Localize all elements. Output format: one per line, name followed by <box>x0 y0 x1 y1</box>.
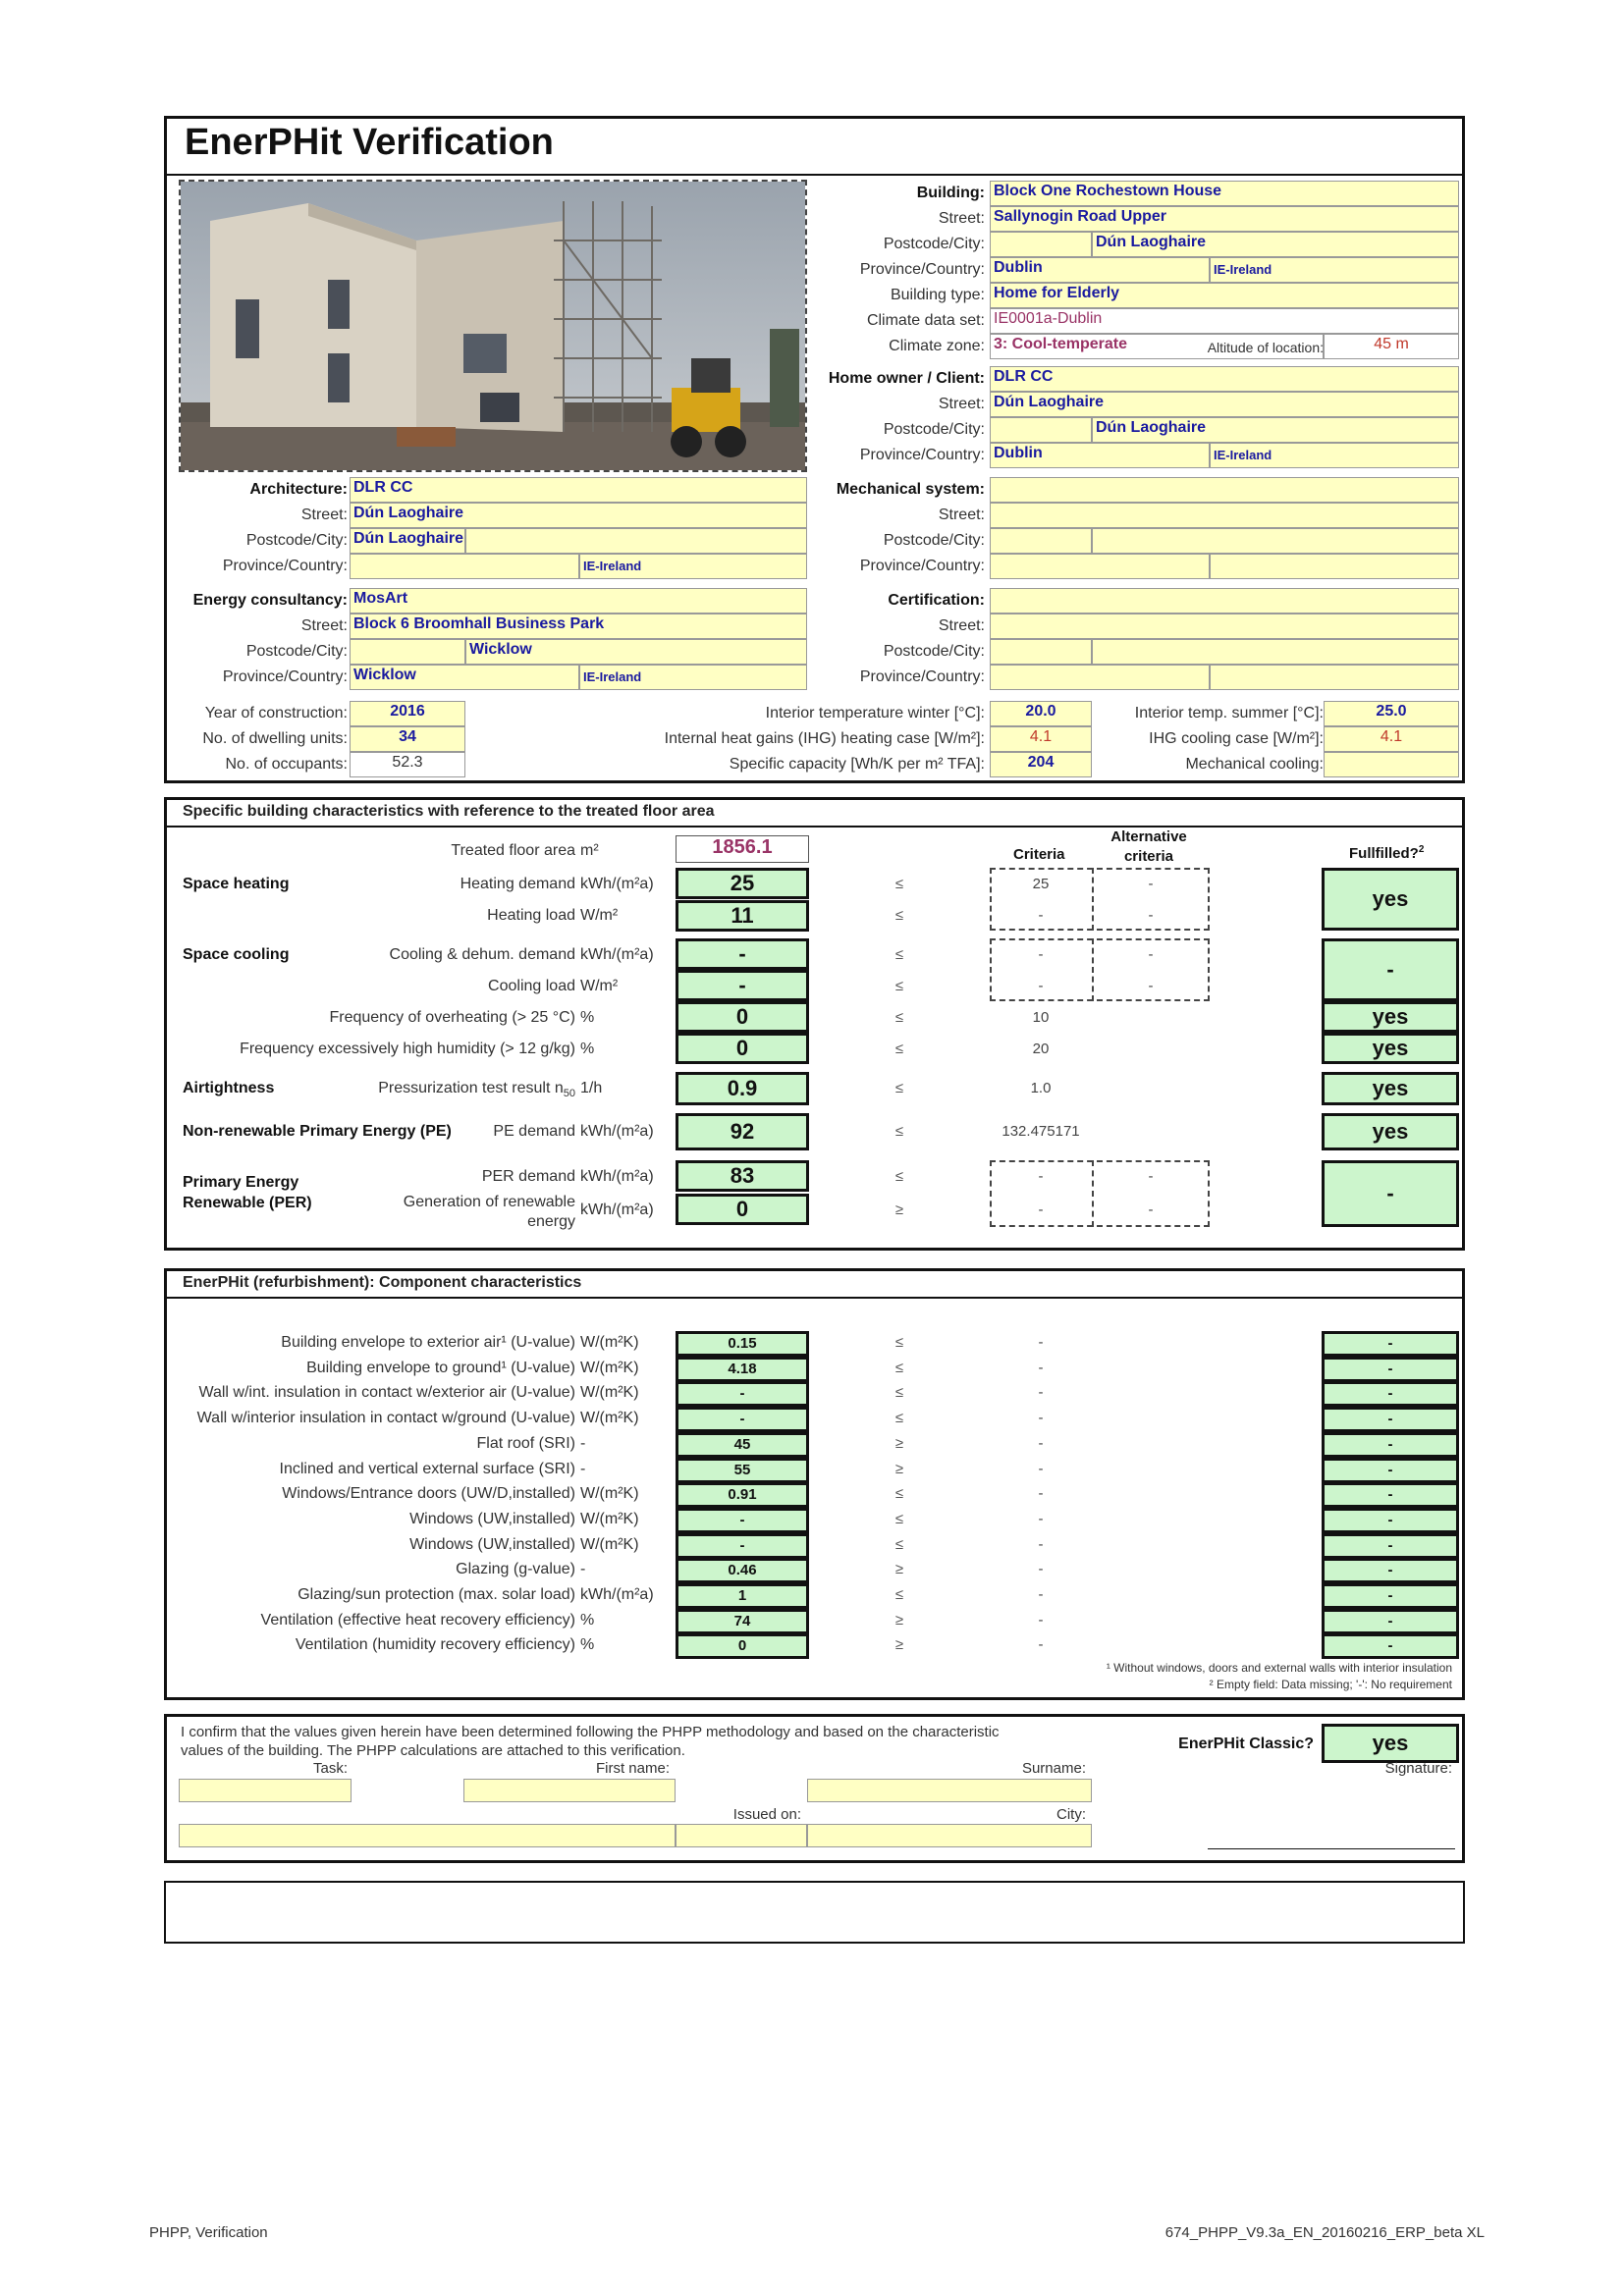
component-fulfilled: - <box>1322 1432 1459 1458</box>
owner-label: Home owner / Client: <box>828 370 985 387</box>
criteria-header: Criteria <box>1013 846 1065 863</box>
units-field[interactable]: 34 <box>350 726 465 752</box>
component-fulfilled: - <box>1322 1357 1459 1382</box>
pe-criteria: 132.475171 <box>1001 1123 1080 1140</box>
certification-street-label: Street: <box>938 617 985 634</box>
building-city-field[interactable]: Dún Laoghaire <box>1092 232 1459 257</box>
confirm-text-1: I confirm that the values given herein have been determined following the PHPP methodology and based on the characteristic <box>181 1724 1000 1740</box>
component-title: EnerPHit (refurbishment): Component characteristics <box>183 1274 582 1291</box>
cooling-load-label: Cooling load <box>488 978 575 994</box>
humidity-criteria: 20 <box>1032 1041 1050 1057</box>
component-criteria: - <box>1038 1612 1044 1629</box>
cooling-demand-criteria: - <box>1038 946 1044 963</box>
building-country-field[interactable]: IE-Ireland <box>1210 257 1459 283</box>
architecture-province-label: Province/Country: <box>222 558 348 574</box>
component-label: Building envelope to ground¹ (U-value) <box>306 1360 575 1376</box>
component-sym: ≤ <box>894 1485 904 1502</box>
certification-province-field[interactable] <box>990 665 1210 690</box>
per-heading-2: Renewable (PER) <box>183 1195 312 1211</box>
cooling-fulfilled: - <box>1322 938 1459 1001</box>
component-unit: - <box>580 1461 586 1477</box>
climate-label: Climate data set: <box>866 312 985 329</box>
component-unit: W/(m²K) <box>580 1485 639 1502</box>
owner-street-label: Street: <box>938 396 985 412</box>
component-sym: ≤ <box>894 1334 904 1351</box>
component-sym: ≥ <box>894 1636 904 1653</box>
altitude-label: Altitude of location: <box>1207 340 1324 355</box>
page-title: EnerPHit Verification <box>185 122 554 163</box>
component-label: Glazing (g-value) <box>456 1561 575 1577</box>
building-postcode-field[interactable] <box>990 232 1092 257</box>
component-unit: - <box>580 1435 586 1452</box>
mechanical-province-field[interactable] <box>990 554 1210 579</box>
owner-city-field[interactable]: Dún Laoghaire <box>1092 417 1459 443</box>
tfa-field[interactable]: 1856.1 <box>676 835 809 863</box>
component-fulfilled: - <box>1322 1331 1459 1357</box>
footnote-2: ² Empty field: Data missing; '-': No requirement <box>1209 1678 1452 1691</box>
fulfilled-header <box>1349 844 1424 862</box>
specific-title: Specific building characteristics with reference to the treated floor area <box>183 803 715 820</box>
mechanical-postcode-field[interactable] <box>990 528 1092 554</box>
heating-demand-le: ≤ <box>894 876 904 892</box>
generation-unit: kWh/(m²a) <box>580 1201 654 1218</box>
issued-label: Issued on: <box>732 1806 801 1823</box>
certification-postcode-label: Postcode/City: <box>883 643 985 660</box>
mechanical-street-label: Street: <box>938 507 985 523</box>
generation-criteria: - <box>1038 1201 1044 1218</box>
component-value: 4.18 <box>676 1357 809 1382</box>
component-criteria: - <box>1038 1485 1044 1502</box>
energy-country-field[interactable]: IE-Ireland <box>579 665 807 690</box>
cooling-demand-alt: - <box>1148 946 1154 963</box>
component-label: Wall w/interior insulation in contact w/ground (U-value) <box>196 1410 575 1426</box>
building-photo <box>179 180 807 472</box>
climate-zone-label: Climate zone: <box>889 338 985 354</box>
alt-criteria-header: Alternative criteria <box>1110 828 1187 865</box>
altitude-field[interactable]: 45 m <box>1324 334 1459 359</box>
heating-load-criteria: - <box>1038 907 1044 924</box>
heating-fulfilled: yes <box>1322 868 1459 931</box>
per-alt: - <box>1148 1168 1154 1185</box>
signature-line <box>1208 1848 1455 1849</box>
component-value: 0.46 <box>676 1558 809 1583</box>
fulfilled-header-sup: 2 <box>1418 844 1425 855</box>
n50-criteria: 1.0 <box>1030 1080 1052 1096</box>
heating-load-value: 11 <box>676 900 809 932</box>
fulfilled-header-text: Fullfilled? <box>1349 845 1419 862</box>
certification-label: Certification: <box>888 592 985 609</box>
architecture-street-label: Street: <box>300 507 348 523</box>
component-criteria: - <box>1038 1511 1044 1527</box>
mechanical-street-field[interactable] <box>990 503 1459 528</box>
pe-value: 92 <box>676 1113 809 1150</box>
per-value: 83 <box>676 1160 809 1192</box>
year-field[interactable]: 2016 <box>350 701 465 726</box>
building-province-label: Province/Country: <box>859 261 985 278</box>
component-sym: ≥ <box>894 1435 904 1452</box>
component-unit: kWh/(m²a) <box>580 1586 654 1603</box>
notes-box <box>164 1881 1465 1944</box>
component-fulfilled: - <box>1322 1482 1459 1508</box>
component-sym: ≥ <box>894 1561 904 1577</box>
heating-demand-criteria: 25 <box>1032 876 1050 892</box>
component-criteria: - <box>1038 1334 1044 1351</box>
cooling-demand-value: - <box>676 938 809 970</box>
cooling-load-unit: W/m² <box>580 978 619 994</box>
component-criteria: - <box>1038 1561 1044 1577</box>
title-divider <box>167 174 1463 176</box>
footnote-1: ¹ Without windows, doors and external walls with interior insulation <box>1106 1661 1452 1675</box>
winter-temp-field[interactable]: 20.0 <box>990 701 1092 726</box>
climate-zone-field[interactable]: 3: Cool-temperate <box>990 334 1324 359</box>
space-heating-heading: Space heating <box>183 876 290 892</box>
architecture-postcode-label: Postcode/City: <box>245 532 348 549</box>
component-divider <box>167 1297 1463 1299</box>
component-value: 0.15 <box>676 1331 809 1357</box>
occupants-field[interactable]: 52.3 <box>350 752 465 777</box>
component-label: Windows/Entrance doors (UW/D,installed) <box>282 1485 575 1502</box>
ihg-label: Internal heat gains (IHG) heating case [W/m²]: <box>664 730 985 747</box>
overheating-value: 0 <box>676 1001 809 1033</box>
heating-demand-alt: - <box>1148 876 1154 892</box>
winter-temp-label: Interior temperature winter [°C]: <box>765 705 985 721</box>
pe-unit: kWh/(m²a) <box>580 1123 654 1140</box>
component-unit: - <box>580 1561 586 1577</box>
n50-fulfilled: yes <box>1322 1072 1459 1105</box>
building-name-field[interactable]: Block One Rochestown House <box>990 181 1459 206</box>
component-criteria: - <box>1038 1435 1044 1452</box>
overheating-fulfilled: yes <box>1322 1001 1459 1033</box>
mechanical-city-field[interactable] <box>1092 528 1459 554</box>
component-unit: W/(m²K) <box>580 1334 639 1351</box>
component-value: 55 <box>676 1458 809 1483</box>
per-heading-1: Primary Energy <box>183 1174 299 1191</box>
units-label: No. of dwelling units: <box>202 730 348 747</box>
signature-label: Signature: <box>1384 1760 1452 1777</box>
certification-postcode-field[interactable] <box>990 639 1092 665</box>
n50-label-sub: 50 <box>563 1088 575 1100</box>
component-label: Building envelope to exterior air¹ (U-value) <box>281 1334 575 1351</box>
airtightness-heading: Airtightness <box>183 1080 275 1096</box>
owner-province-label: Province/Country: <box>859 447 985 463</box>
first-name-field[interactable] <box>463 1779 676 1802</box>
owner-country-field[interactable]: IE-Ireland <box>1210 443 1459 468</box>
energy-postcode-label: Postcode/City: <box>245 643 348 660</box>
component-fulfilled: - <box>1322 1458 1459 1483</box>
classic-label: EnerPHit Classic? <box>1178 1735 1314 1752</box>
energy-postcode-field[interactable] <box>350 639 465 665</box>
architecture-postcode-field[interactable]: Dún Laoghaire <box>350 528 465 554</box>
overheating-unit: % <box>580 1009 595 1026</box>
component-value: 74 <box>676 1609 809 1634</box>
pe-le: ≤ <box>894 1123 904 1140</box>
component-criteria: - <box>1038 1410 1044 1426</box>
surname-label: Surname: <box>1021 1760 1086 1777</box>
generation-value: 0 <box>676 1194 809 1225</box>
humidity-label: Frequency excessively high humidity (> 12 g/kg) <box>240 1041 575 1057</box>
component-sym: ≥ <box>894 1612 904 1629</box>
building-street-label: Street: <box>938 210 985 227</box>
building-province-field[interactable]: Dublin <box>990 257 1210 283</box>
overheating-le: ≤ <box>894 1009 904 1026</box>
mechanical-postcode-label: Postcode/City: <box>883 532 985 549</box>
component-label: Windows (UW,installed) <box>409 1536 575 1553</box>
energy-street-field[interactable]: Block 6 Broomhall Business Park <box>350 614 807 639</box>
mechanical-name-field[interactable] <box>990 477 1459 503</box>
component-value: 0.91 <box>676 1482 809 1508</box>
building-type-label: Building type: <box>890 287 985 303</box>
architecture-country-field[interactable]: IE-Ireland <box>579 554 807 579</box>
issued-field-1[interactable] <box>179 1824 676 1847</box>
component-criteria: - <box>1038 1636 1044 1653</box>
building-street-field[interactable]: Sallynogin Road Upper <box>990 206 1459 232</box>
component-value: - <box>676 1381 809 1407</box>
per-le: ≤ <box>894 1168 904 1185</box>
task-label: Task: <box>312 1760 348 1777</box>
component-criteria: - <box>1038 1360 1044 1376</box>
component-frame <box>164 1268 1465 1700</box>
first-name-label: First name: <box>595 1760 670 1777</box>
generation-label-1: Generation of renewable <box>403 1194 575 1210</box>
n50-label <box>378 1080 575 1099</box>
component-label: Glazing/sun protection (max. solar load) <box>298 1586 575 1603</box>
component-criteria: - <box>1038 1536 1044 1553</box>
certification-city-field[interactable] <box>1092 639 1459 665</box>
n50-label-text: Pressurization test result n <box>378 1080 564 1096</box>
cooling-demand-unit: kWh/(m²a) <box>580 946 654 963</box>
owner-postcode-label: Postcode/City: <box>883 421 985 438</box>
energy-province-label: Province/Country: <box>222 668 348 685</box>
pe-heading: Non-renewable Primary Energy (PE) <box>183 1123 452 1140</box>
component-unit: % <box>580 1612 595 1629</box>
component-label: Flat roof (SRI) <box>476 1435 575 1452</box>
component-value: 45 <box>676 1432 809 1458</box>
architecture-province-field[interactable] <box>350 554 579 579</box>
summer-temp-label: Interior temp. summer [°C]: <box>1134 705 1324 721</box>
heating-demand-value: 25 <box>676 868 809 899</box>
component-criteria: - <box>1038 1586 1044 1603</box>
heating-load-le: ≤ <box>894 907 904 924</box>
certification-street-field[interactable] <box>990 614 1459 639</box>
space-cooling-heading: Space cooling <box>183 946 290 963</box>
building-postcode-label: Postcode/City: <box>883 236 985 252</box>
occupants-label: No. of occupants: <box>225 756 348 773</box>
owner-postcode-field[interactable] <box>990 417 1092 443</box>
component-label: Windows (UW,installed) <box>409 1511 575 1527</box>
building-label: Building: <box>916 185 985 201</box>
cooling-load-value: - <box>676 970 809 1001</box>
certification-name-field[interactable] <box>990 588 1459 614</box>
component-value: 0 <box>676 1633 809 1659</box>
component-criteria: - <box>1038 1384 1044 1401</box>
building-type-field[interactable]: Home for Elderly <box>990 283 1459 308</box>
capacity-label: Specific capacity [Wh/K per m² TFA]: <box>729 756 985 773</box>
task-field[interactable] <box>179 1779 352 1802</box>
component-label: Inclined and vertical external surface (SRI) <box>279 1461 575 1477</box>
mechanical-province-label: Province/Country: <box>859 558 985 574</box>
architecture-label: Architecture: <box>249 481 348 498</box>
component-sym: ≤ <box>894 1586 904 1603</box>
architecture-city-field[interactable] <box>465 528 807 554</box>
pe-fulfilled: yes <box>1322 1113 1459 1150</box>
tfa-label: Treated floor area <box>451 842 575 859</box>
mech-cooling-label: Mechanical cooling: <box>1185 756 1324 773</box>
climate-field[interactable]: IE0001a-Dublin <box>990 308 1459 334</box>
component-value: - <box>676 1407 809 1432</box>
ihg-cooling-field[interactable]: 4.1 <box>1324 726 1459 752</box>
surname-field[interactable] <box>807 1779 1092 1802</box>
component-fulfilled: - <box>1322 1609 1459 1634</box>
component-unit: W/(m²K) <box>580 1511 639 1527</box>
owner-name-field[interactable]: DLR CC <box>990 366 1459 392</box>
component-unit: W/(m²K) <box>580 1384 639 1401</box>
component-unit: W/(m²K) <box>580 1536 639 1553</box>
overheating-criteria: 10 <box>1032 1009 1050 1026</box>
heating-load-unit: W/m² <box>580 907 619 924</box>
year-label: Year of construction: <box>204 705 348 721</box>
component-value: - <box>676 1508 809 1533</box>
architecture-street-field[interactable]: Dún Laoghaire <box>350 503 807 528</box>
n50-unit: 1/h <box>580 1080 603 1096</box>
specific-divider <box>167 826 1463 828</box>
owner-province-field[interactable]: Dublin <box>990 443 1210 468</box>
energy-street-label: Street: <box>300 617 348 634</box>
tfa-unit: m² <box>580 842 599 859</box>
component-fulfilled: - <box>1322 1583 1459 1609</box>
energy-label: Energy consultancy: <box>192 592 348 609</box>
component-fulfilled: - <box>1322 1407 1459 1432</box>
generation-alt: - <box>1148 1201 1154 1218</box>
architecture-name-field[interactable]: DLR CC <box>350 477 807 503</box>
humidity-fulfilled: yes <box>1322 1033 1459 1064</box>
generation-label-2: energy <box>527 1213 575 1230</box>
heating-demand-unit: kWh/(m²a) <box>580 876 654 892</box>
component-label: Wall w/int. insulation in contact w/exterior air (U-value) <box>198 1384 575 1401</box>
generation-ge: ≥ <box>894 1201 904 1218</box>
component-value: 1 <box>676 1583 809 1609</box>
heating-load-alt: - <box>1148 907 1154 924</box>
component-label: Ventilation (effective heat recovery efficiency) <box>260 1612 575 1629</box>
per-label: PER demand <box>481 1168 575 1185</box>
pe-label: PE demand <box>493 1123 575 1140</box>
city-field[interactable] <box>807 1824 1092 1847</box>
component-fulfilled: - <box>1322 1533 1459 1559</box>
cooling-load-criteria: - <box>1038 978 1044 994</box>
summer-temp-field[interactable]: 25.0 <box>1324 701 1459 726</box>
per-criteria: - <box>1038 1168 1044 1185</box>
component-unit: % <box>580 1636 595 1653</box>
component-unit: W/(m²K) <box>580 1410 639 1426</box>
footer-left: PHPP, Verification <box>149 2224 268 2241</box>
energy-name-field[interactable]: MosArt <box>350 588 807 614</box>
component-fulfilled: - <box>1322 1633 1459 1659</box>
n50-le: ≤ <box>894 1080 904 1096</box>
per-unit: kWh/(m²a) <box>580 1168 654 1185</box>
humidity-unit: % <box>580 1041 595 1057</box>
component-sym: ≤ <box>894 1360 904 1376</box>
ihg-cooling-label: IHG cooling case [W/m²]: <box>1149 730 1324 747</box>
component-sym: ≤ <box>894 1536 904 1553</box>
component-label: Ventilation (humidity recovery efficiency) <box>295 1636 575 1653</box>
component-sym: ≤ <box>894 1384 904 1401</box>
n50-value: 0.9 <box>676 1072 809 1105</box>
confirm-text-2: values of the building. The PHPP calculations are attached to this verification. <box>181 1742 685 1759</box>
footer-right: 674_PHPP_V9.3a_EN_20160216_ERP_beta XL <box>1164 2224 1485 2241</box>
heating-demand-label: Heating demand <box>460 876 575 892</box>
mechanical-label: Mechanical system: <box>836 481 985 498</box>
mechanical-country-field[interactable] <box>1210 554 1459 579</box>
component-fulfilled: - <box>1322 1381 1459 1407</box>
per-fulfilled: - <box>1322 1160 1459 1227</box>
city-label: City: <box>1056 1806 1086 1823</box>
component-unit: W/(m²K) <box>580 1360 639 1376</box>
building-photo-graphic <box>181 182 807 472</box>
cooling-load-alt: - <box>1148 978 1154 994</box>
overheating-label: Frequency of overheating (> 25 °C) <box>329 1009 575 1026</box>
issued-field-2[interactable] <box>676 1824 807 1847</box>
certification-province-label: Province/Country: <box>859 668 985 685</box>
humidity-value: 0 <box>676 1033 809 1064</box>
owner-street-field[interactable]: Dún Laoghaire <box>990 392 1459 417</box>
cooling-load-le: ≤ <box>894 978 904 994</box>
component-criteria: - <box>1038 1461 1044 1477</box>
mech-cooling-field[interactable] <box>1324 752 1459 777</box>
humidity-le: ≤ <box>894 1041 904 1057</box>
component-sym: ≤ <box>894 1511 904 1527</box>
component-value: - <box>676 1533 809 1559</box>
component-fulfilled: - <box>1322 1508 1459 1533</box>
ihg-field[interactable]: 4.1 <box>990 726 1092 752</box>
classic-value: yes <box>1322 1724 1459 1763</box>
certification-country-field[interactable] <box>1210 665 1459 690</box>
cooling-demand-le: ≤ <box>894 946 904 963</box>
cooling-demand-label: Cooling & dehum. demand <box>389 946 575 963</box>
energy-province-field[interactable]: Wicklow <box>350 665 579 690</box>
component-fulfilled: - <box>1322 1558 1459 1583</box>
capacity-field[interactable]: 204 <box>990 752 1092 777</box>
component-sym: ≥ <box>894 1461 904 1477</box>
energy-city-field[interactable]: Wicklow <box>465 639 807 665</box>
heating-load-label: Heating load <box>487 907 575 924</box>
component-sym: ≤ <box>894 1410 904 1426</box>
